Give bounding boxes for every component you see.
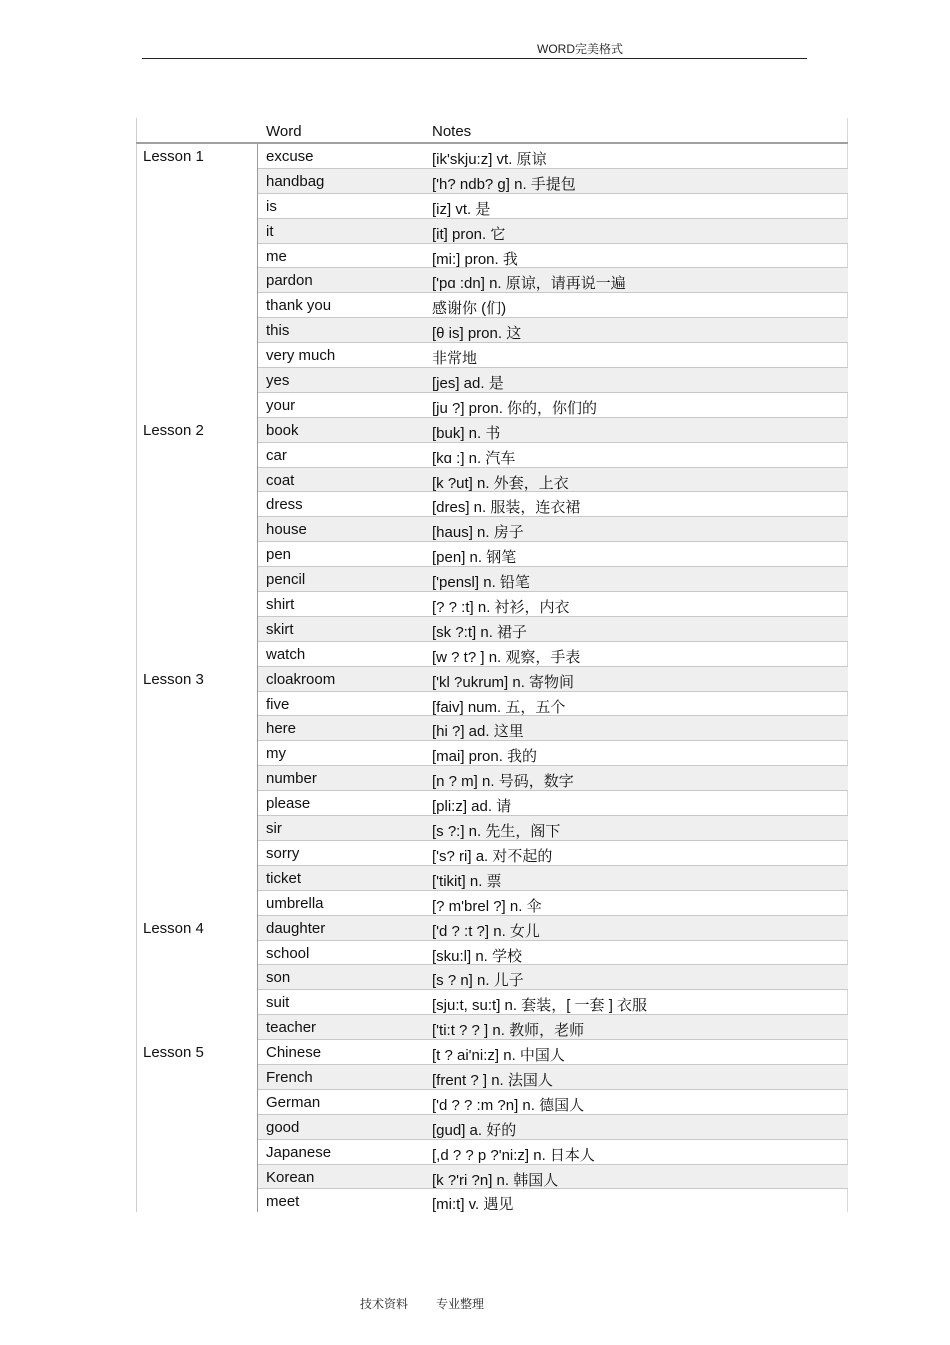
table-row bbox=[136, 418, 848, 443]
word-cell: sorry bbox=[266, 844, 300, 862]
notes-cell: ['kl ?ukrum] n. 寄物间 bbox=[432, 673, 575, 691]
row-band bbox=[258, 368, 848, 393]
notes-cell: [jes] ad. 是 bbox=[432, 375, 504, 393]
notes-cell: [mai] pron. 我的 bbox=[432, 748, 538, 766]
notes-cell: [it] pron. 它 bbox=[432, 225, 506, 243]
notes-cell: [sju:t, su:t] n. 套装，[ 一套 ] 衣服 bbox=[432, 997, 648, 1015]
table-row bbox=[136, 244, 848, 269]
table-row bbox=[136, 617, 848, 642]
notes-cell: ['s? ri] a. 对不起的 bbox=[432, 847, 553, 865]
table-row bbox=[136, 1165, 848, 1190]
word-cell: book bbox=[266, 421, 299, 439]
table-row bbox=[136, 1189, 848, 1212]
table-row bbox=[136, 592, 848, 617]
notes-cell: ['pensl] n. 铅笔 bbox=[432, 574, 530, 592]
row-band bbox=[258, 244, 848, 269]
notes-cell: [s ?:] n. 先生，阁下 bbox=[432, 823, 561, 841]
row-band bbox=[258, 916, 848, 941]
word-cell: handbag bbox=[266, 172, 325, 190]
word-cell: here bbox=[266, 720, 297, 738]
lesson-label: Lesson 5 bbox=[143, 1044, 204, 1062]
notes-cell: [ju ?] pron. 你的，你们的 bbox=[432, 399, 598, 417]
table-row bbox=[136, 169, 848, 194]
notes-cell: [k ?'ri ?n] n. 韩国人 bbox=[432, 1171, 559, 1189]
notes-cell: [k ?ut] n. 外套，上衣 bbox=[432, 474, 569, 492]
row-band bbox=[258, 418, 848, 443]
row-band bbox=[258, 716, 848, 741]
word-cell: please bbox=[266, 795, 311, 813]
column-header-notes: Notes bbox=[432, 123, 472, 140]
word-cell: son bbox=[266, 969, 291, 987]
notes-cell: [mi:] pron. 我 bbox=[432, 250, 518, 268]
table-row bbox=[136, 517, 848, 542]
row-band bbox=[258, 1115, 848, 1140]
word-cell: me bbox=[266, 247, 287, 265]
word-cell: French bbox=[266, 1068, 313, 1086]
word-cell: umbrella bbox=[266, 894, 324, 912]
lesson-column-divider bbox=[257, 144, 258, 1212]
notes-cell: [iz] vt. 是 bbox=[432, 200, 491, 218]
table-body bbox=[136, 144, 848, 1212]
vocabulary-table bbox=[136, 118, 848, 1212]
notes-cell: [s ? n] n. 儿子 bbox=[432, 972, 524, 990]
table-row bbox=[136, 816, 848, 841]
row-band bbox=[258, 741, 848, 766]
lesson-label: Lesson 4 bbox=[143, 919, 204, 937]
word-cell: cloakroom bbox=[266, 670, 336, 688]
row-band bbox=[258, 144, 848, 169]
page-header-title: WORD完美格式 bbox=[537, 42, 623, 56]
word-cell: Japanese bbox=[266, 1143, 332, 1161]
table-header-row bbox=[136, 118, 848, 144]
table-row bbox=[136, 1015, 848, 1040]
table-row bbox=[136, 219, 848, 244]
lesson-label: Lesson 3 bbox=[143, 670, 204, 688]
table-row bbox=[136, 144, 848, 169]
word-cell: dress bbox=[266, 496, 303, 514]
notes-cell: ['pɑ :dn] n. 原谅，请再说一遍 bbox=[432, 275, 626, 293]
notes-cell: [ik'skju:z] vt. 原谅 bbox=[432, 151, 547, 168]
table-row bbox=[136, 268, 848, 293]
word-cell: very much bbox=[266, 347, 336, 365]
notes-cell: [gud] a. 好的 bbox=[432, 1121, 517, 1139]
table-row bbox=[136, 542, 848, 567]
row-band bbox=[258, 941, 848, 966]
word-cell: ticket bbox=[266, 869, 302, 887]
table-row bbox=[136, 692, 848, 717]
notes-cell: ['d ? :t ?] n. 女儿 bbox=[432, 922, 540, 940]
row-band bbox=[258, 293, 848, 318]
row-band bbox=[258, 841, 848, 866]
table-row bbox=[136, 293, 848, 318]
word-cell: German bbox=[266, 1093, 321, 1111]
row-band bbox=[258, 617, 848, 642]
footer-left-text: 技术资料 bbox=[360, 1297, 409, 1311]
notes-cell: [pli:z] ad. 请 bbox=[432, 798, 512, 816]
row-band bbox=[258, 194, 848, 219]
table-row bbox=[136, 667, 848, 692]
table-row bbox=[136, 866, 848, 891]
notes-cell: [,d ? ? p ?'ni:z] n. 日本人 bbox=[432, 1146, 595, 1164]
word-cell: suit bbox=[266, 994, 290, 1012]
column-header-word: Word bbox=[266, 123, 302, 140]
table-row bbox=[136, 1115, 848, 1140]
word-cell: daughter bbox=[266, 919, 326, 937]
notes-cell: [θ is] pron. 这 bbox=[432, 325, 522, 343]
table-row bbox=[136, 194, 848, 219]
word-cell: your bbox=[266, 396, 296, 414]
table-row bbox=[136, 492, 848, 517]
notes-cell: [haus] n. 房子 bbox=[432, 524, 524, 542]
table-row bbox=[136, 990, 848, 1015]
notes-cell: ['d ? ? :m ?n] n. 德国人 bbox=[432, 1096, 585, 1114]
word-cell: thank you bbox=[266, 297, 332, 315]
word-cell: shirt bbox=[266, 596, 295, 614]
word-cell: is bbox=[266, 197, 277, 215]
word-cell: coat bbox=[266, 471, 295, 489]
row-band bbox=[258, 891, 848, 916]
notes-cell: [dres] n. 服装，连衣裙 bbox=[432, 499, 581, 517]
notes-cell: [w ? t? ] n. 观察，手表 bbox=[432, 648, 581, 666]
word-cell: excuse bbox=[266, 148, 314, 165]
notes-cell: [sku:l] n. 学校 bbox=[432, 947, 523, 965]
word-cell: house bbox=[266, 521, 307, 539]
notes-cell: [kɑ :] n. 汽车 bbox=[432, 449, 516, 467]
notes-cell: [n ? m] n. 号码，数字 bbox=[432, 773, 574, 791]
table-row bbox=[136, 1090, 848, 1115]
lesson-label: Lesson 1 bbox=[143, 148, 204, 165]
word-cell: car bbox=[266, 446, 287, 464]
word-cell: Korean bbox=[266, 1168, 315, 1186]
notes-cell: 非常地 bbox=[432, 350, 478, 368]
table-row bbox=[136, 343, 848, 368]
row-band bbox=[258, 1189, 848, 1212]
table-row bbox=[136, 941, 848, 966]
table-row bbox=[136, 965, 848, 990]
row-band bbox=[258, 343, 848, 368]
notes-cell: [? ? :t] n. 衬衫，内衣 bbox=[432, 599, 570, 617]
notes-cell: ['h? ndb? g] n. 手提包 bbox=[432, 175, 576, 193]
header-rule bbox=[142, 58, 807, 59]
word-cell: teacher bbox=[266, 1019, 317, 1037]
table-row bbox=[136, 1065, 848, 1090]
table-row bbox=[136, 766, 848, 791]
table-row bbox=[136, 368, 848, 393]
word-cell: sir bbox=[266, 820, 282, 838]
table-row bbox=[136, 393, 848, 418]
page-footer bbox=[360, 1295, 484, 1312]
table-row bbox=[136, 567, 848, 592]
table-row bbox=[136, 443, 848, 468]
word-cell: Chinese bbox=[266, 1044, 322, 1062]
table-row bbox=[136, 642, 848, 667]
word-cell: yes bbox=[266, 372, 290, 390]
word-cell: pardon bbox=[266, 272, 313, 290]
table-row bbox=[136, 318, 848, 343]
row-band bbox=[258, 219, 848, 244]
word-cell: five bbox=[266, 695, 290, 713]
row-band bbox=[258, 965, 848, 990]
word-cell: pencil bbox=[266, 571, 306, 589]
word-cell: number bbox=[266, 770, 317, 788]
word-cell: this bbox=[266, 322, 290, 340]
word-cell: it bbox=[266, 222, 274, 240]
notes-cell: [frent ? ] n. 法国人 bbox=[432, 1071, 553, 1089]
word-cell: good bbox=[266, 1118, 300, 1136]
notes-cell: 感谢你 (们) bbox=[432, 300, 507, 318]
table-row bbox=[136, 716, 848, 741]
table-row bbox=[136, 916, 848, 941]
notes-cell: [sk ?:t] n. 裙子 bbox=[432, 623, 528, 641]
notes-cell: [faiv] num. 五，五个 bbox=[432, 698, 566, 716]
notes-cell: [hi ?] ad. 这里 bbox=[432, 723, 524, 741]
table-row bbox=[136, 841, 848, 866]
table-row bbox=[136, 1140, 848, 1165]
table-row bbox=[136, 791, 848, 816]
lesson-label: Lesson 2 bbox=[143, 421, 204, 439]
word-cell: watch bbox=[266, 645, 306, 663]
table-row bbox=[136, 741, 848, 766]
notes-cell: [t ? ai'ni:z] n. 中国人 bbox=[432, 1047, 565, 1065]
notes-cell: [? m'brel ?] n. 伞 bbox=[432, 897, 542, 915]
row-band bbox=[258, 318, 848, 343]
notes-cell: [buk] n. 书 bbox=[432, 424, 501, 442]
word-cell: skirt bbox=[266, 620, 294, 638]
notes-cell: ['ti:t ? ? ] n. 教师，老师 bbox=[432, 1022, 585, 1040]
word-cell: my bbox=[266, 745, 286, 763]
word-cell: meet bbox=[266, 1193, 300, 1211]
row-band bbox=[258, 542, 848, 567]
row-band bbox=[258, 567, 848, 592]
table-row bbox=[136, 1040, 848, 1065]
notes-cell: [pen] n. 钢笔 bbox=[432, 549, 517, 567]
word-cell: pen bbox=[266, 546, 292, 564]
row-band bbox=[258, 866, 848, 891]
row-band bbox=[258, 1065, 848, 1090]
notes-cell: ['tikit] n. 票 bbox=[432, 872, 502, 890]
row-band bbox=[258, 517, 848, 542]
word-cell: school bbox=[266, 944, 310, 962]
table-row bbox=[136, 468, 848, 493]
row-band bbox=[258, 791, 848, 816]
table-row bbox=[136, 891, 848, 916]
notes-cell: [mi:t] v. 遇见 bbox=[432, 1196, 514, 1212]
row-band bbox=[258, 443, 848, 468]
footer-right-text: 专业整理 bbox=[436, 1297, 485, 1311]
